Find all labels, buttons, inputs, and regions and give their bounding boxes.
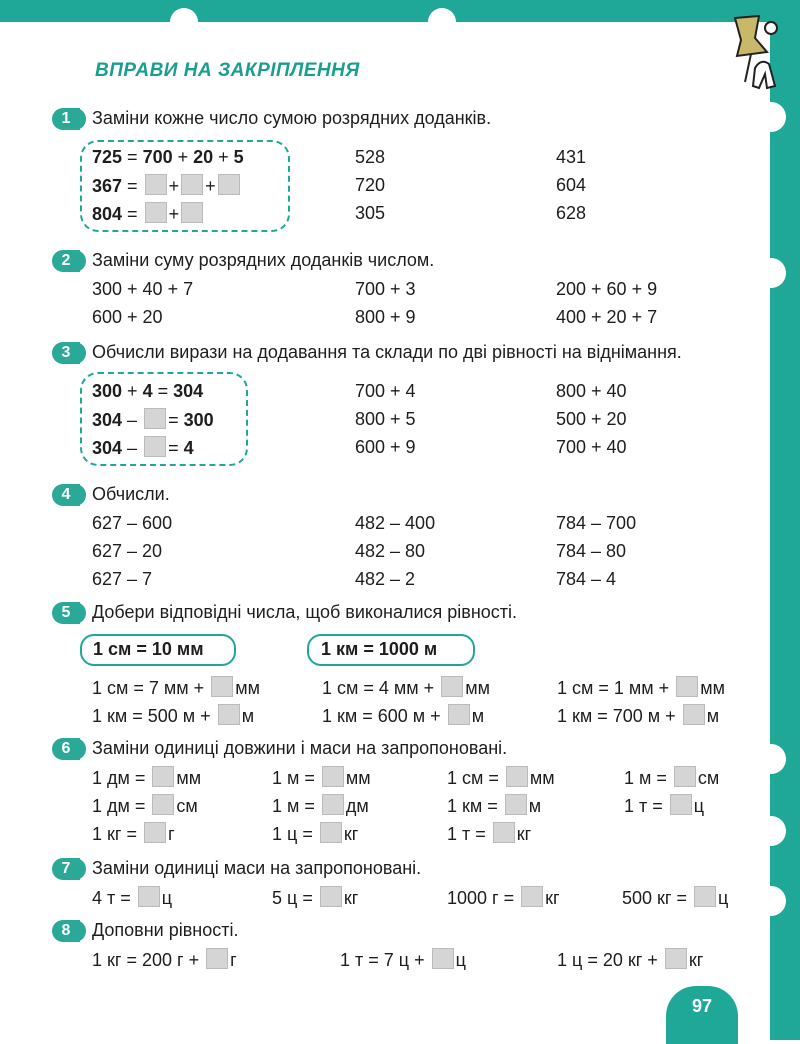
top-notch [428, 8, 456, 36]
side-tab [756, 102, 786, 132]
number-item: 720 [355, 175, 386, 195]
answer-box[interactable] [320, 822, 342, 843]
equation: 1 м = мм [272, 768, 371, 788]
exercise-number: 2 [52, 250, 80, 272]
answer-box[interactable] [218, 174, 240, 195]
answer-box[interactable] [432, 948, 454, 969]
number-item: 528 [355, 147, 386, 167]
exercise-task: Добери відповідні числа, щоб виконалися рівності. [92, 602, 518, 622]
example-line: 304 – = 4 [92, 438, 194, 458]
expression: 700 + 4 [355, 381, 416, 401]
top-notch [170, 8, 198, 36]
top-band [0, 0, 800, 22]
rule-text: 1 см = 10 мм [93, 639, 204, 659]
answer-box[interactable] [322, 766, 344, 787]
answer-box[interactable] [211, 676, 233, 697]
expression: 700 + 3 [355, 279, 416, 299]
equation: 1 дм = см [92, 796, 198, 816]
equation: 1000 г = кг [447, 888, 560, 908]
equation: 1 т = 7 ц + ц [340, 950, 466, 970]
answer-box[interactable] [694, 886, 716, 907]
equation: 1 т = ц [624, 796, 705, 816]
answer-box[interactable] [505, 794, 527, 815]
exercise-task: Обчисли вирази на додавання та склади по дві рівності на віднімання. [92, 342, 682, 362]
equation: 5 ц = кг [272, 888, 359, 908]
equation: 1 см = мм [447, 768, 555, 788]
equation: 1 ц = кг [272, 824, 359, 844]
expression: 627 – 600 [92, 513, 173, 533]
answer-box[interactable] [493, 822, 515, 843]
page-number: 97 [666, 986, 738, 1044]
expression: 784 – 80 [556, 541, 627, 561]
exercise-task: Заміни одиниці маси на запропоновані. [92, 858, 422, 878]
answer-box[interactable] [320, 886, 342, 907]
expression: 800 + 9 [355, 307, 416, 327]
exercise-task: Заміни кожне число сумою розрядних доданків. [92, 108, 492, 128]
exercise-number: 8 [52, 920, 80, 942]
example-line: 300 + 4 = 304 [92, 381, 204, 401]
expression: 600 + 20 [92, 307, 163, 327]
answer-box[interactable] [145, 174, 167, 195]
expression: 700 + 40 [556, 437, 627, 457]
equation: 1 м = дм [272, 796, 369, 816]
right-band [770, 0, 800, 1040]
exercise-number: 7 [52, 858, 80, 880]
answer-box[interactable] [218, 704, 240, 725]
answer-box[interactable] [441, 676, 463, 697]
exercise-number: 1 [52, 108, 80, 130]
example-line: 725 = 700 + 20 + 5 [92, 147, 244, 167]
answer-box[interactable] [206, 948, 228, 969]
answer-box[interactable] [152, 794, 174, 815]
side-tab [756, 258, 786, 288]
answer-box[interactable] [144, 408, 166, 429]
answer-box[interactable] [138, 886, 160, 907]
section-heading: ВПРАВИ НА ЗАКРІПЛЕННЯ [95, 60, 360, 81]
answer-box[interactable] [145, 202, 167, 223]
expression: 300 + 40 + 7 [92, 279, 194, 299]
equation: 4 т = ц [92, 888, 173, 908]
side-tab [756, 886, 786, 916]
answer-box[interactable] [665, 948, 687, 969]
exercise-number: 6 [52, 738, 80, 760]
equation: 1 км = 500 м + м [92, 706, 255, 726]
exercise-task: Заміни суму розрядних доданків числом. [92, 250, 435, 270]
answer-box[interactable] [674, 766, 696, 787]
number-item: 628 [556, 203, 587, 223]
equation: 1 кг = г [92, 824, 175, 844]
exercise-number: 4 [52, 484, 80, 506]
answer-box[interactable] [506, 766, 528, 787]
equation: 1 см = 1 мм + мм [557, 678, 725, 698]
number-item: 305 [355, 203, 386, 223]
answer-box[interactable] [181, 202, 203, 223]
equation: 1 см = 7 мм + мм [92, 678, 260, 698]
exercise-task: Доповни рівності. [92, 920, 239, 940]
equation: 1 т = кг [447, 824, 532, 844]
expression: 400 + 20 + 7 [556, 307, 658, 327]
expression: 600 + 9 [355, 437, 416, 457]
answer-box[interactable] [676, 676, 698, 697]
pushpin-icon [715, 8, 787, 90]
equation: 500 кг = ц [622, 888, 729, 908]
equation: 1 км = 700 м + м [557, 706, 720, 726]
exercise-task: Заміни одиниці довжини і маси на запропоновані. [92, 738, 508, 758]
example-line: 304 – = 300 [92, 410, 214, 430]
expression: 800 + 5 [355, 409, 416, 429]
answer-box[interactable] [683, 704, 705, 725]
answer-box[interactable] [521, 886, 543, 907]
equation: 1 м = см [624, 768, 720, 788]
rule-text: 1 км = 1000 м [321, 639, 438, 659]
expression: 627 – 20 [92, 541, 163, 561]
answer-box[interactable] [181, 174, 203, 195]
expression: 500 + 20 [556, 409, 627, 429]
example-line: 804 = + [92, 202, 205, 225]
expression: 784 – 700 [556, 513, 637, 533]
expression: 482 – 400 [355, 513, 436, 533]
side-tab [756, 744, 786, 774]
answer-box[interactable] [670, 794, 692, 815]
number-item: 604 [556, 175, 587, 195]
equation: 1 ц = 20 кг + кг [557, 950, 704, 970]
expression: 482 – 80 [355, 541, 426, 561]
expression: 784 – 4 [556, 569, 617, 589]
expression: 482 – 2 [355, 569, 416, 589]
exercise-number: 3 [52, 342, 80, 364]
equation: 1 см = 4 мм + мм [322, 678, 490, 698]
equation: 1 дм = мм [92, 768, 202, 788]
answer-box[interactable] [448, 704, 470, 725]
answer-box[interactable] [322, 794, 344, 815]
equation: 1 км = 600 м + м [322, 706, 485, 726]
expression: 627 – 7 [92, 569, 153, 589]
number-item: 431 [556, 147, 587, 167]
expression: 200 + 60 + 9 [556, 279, 658, 299]
answer-box[interactable] [144, 436, 166, 457]
answer-box[interactable] [152, 766, 174, 787]
equation: 1 км = м [447, 796, 542, 816]
example-line: 367 = + + [92, 174, 242, 197]
answer-box[interactable] [144, 822, 166, 843]
side-tab [756, 816, 786, 846]
exercise-task: Обчисли. [92, 484, 170, 504]
exercise-number: 5 [52, 602, 80, 624]
expression: 800 + 40 [556, 381, 627, 401]
equation: 1 кг = 200 г + г [92, 950, 237, 970]
